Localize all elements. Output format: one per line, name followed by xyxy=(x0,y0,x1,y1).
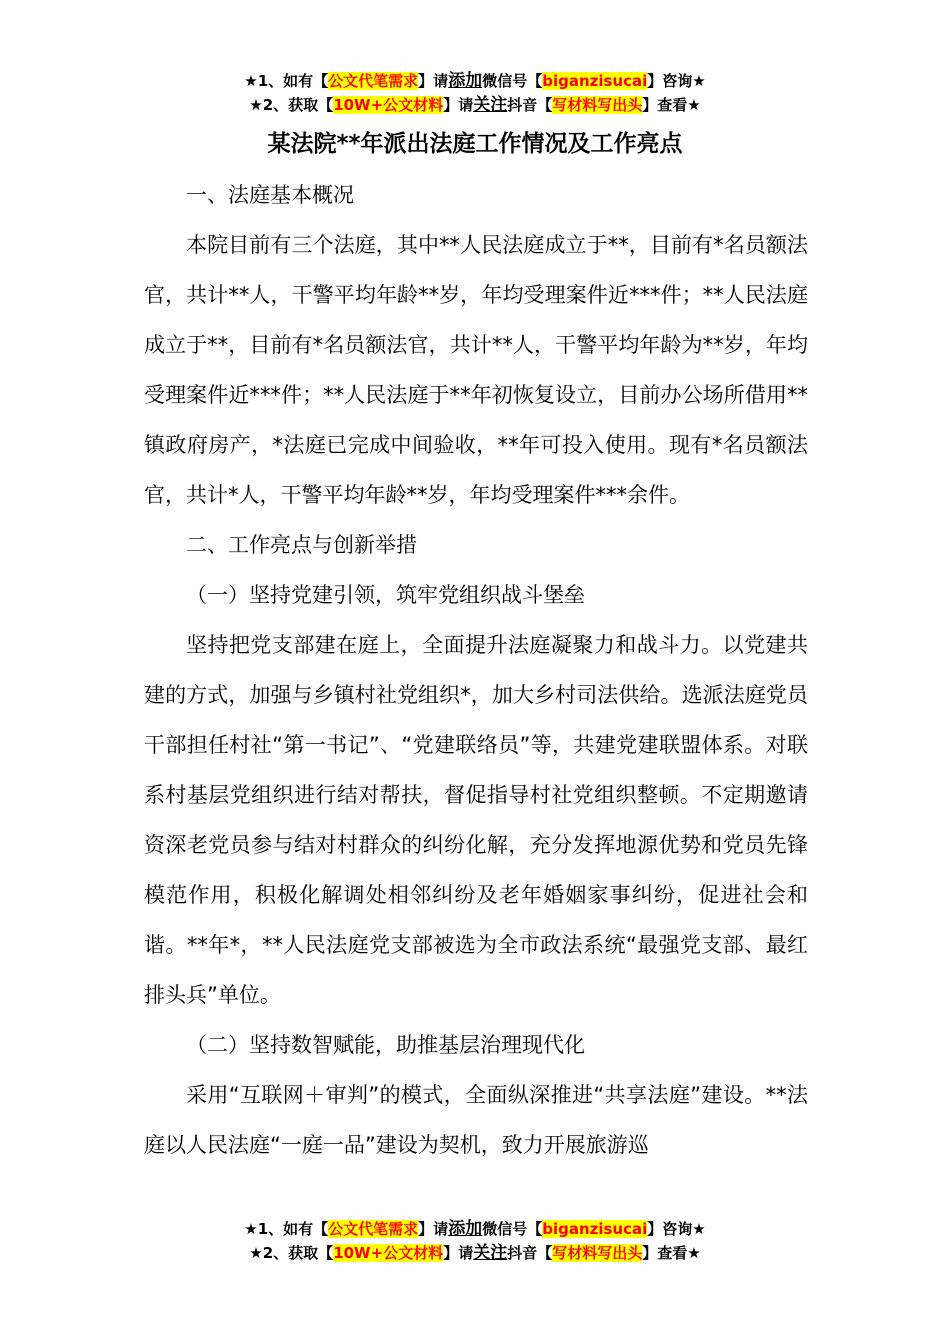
ad-text: 微信号【 xyxy=(482,1220,543,1238)
ad-text: ★2、获取【 xyxy=(249,96,334,114)
ad-text: 抖音【 xyxy=(507,1244,553,1262)
ad-text: 微信号【 xyxy=(482,72,543,90)
ad-highlight: 10W+公文材料 xyxy=(333,1244,444,1262)
ad-text: 抖音【 xyxy=(507,96,553,114)
body-paragraph: 本院目前有三个法庭，其中**人民法庭成立于**，目前有*名员额法官，共计**人，干警平均年龄**岁，年均受理案件近***件；**人民法庭成立于**，目前有*名员额法官，共计**人，干警平均年龄为**岁，年均受理案件近***件；**人民法庭于**年初恢复设立，目前办公场所借用**镇政府房产，*法庭已完成中间验收，**年可投入使用。现有*名员额法官，共计*人，干警平均年龄**岁，年均受理案件***余件。 xyxy=(144,233,808,507)
ad-text: 】查看★ xyxy=(642,1244,701,1262)
ad-highlight: 写材料写出头 xyxy=(552,1244,643,1262)
ad-text: 】咨询★ xyxy=(647,72,706,90)
ad-text: ★1、如有【 xyxy=(244,1220,329,1238)
ad-highlight: 写材料写出头 xyxy=(552,96,643,114)
document-title: 某法院**年派出法庭工作情况及工作亮点 xyxy=(267,131,683,157)
ad-text: 】请 xyxy=(418,1220,449,1238)
header-ad-line-2 xyxy=(0,94,950,116)
ad-highlight: biganzisucai xyxy=(542,1220,648,1238)
ad-text: 】请 xyxy=(443,1244,474,1262)
ad-highlight: 公文代笔需求 xyxy=(328,1220,419,1238)
subsection-heading: （一）坚持党建引领，筑牢党组织战斗堡垒 xyxy=(186,583,585,607)
ad-underlined-text: 添加 xyxy=(448,1219,483,1239)
ad-underlined-text: 关注 xyxy=(473,1243,508,1263)
ad-text: ★1、如有【 xyxy=(244,72,329,90)
footer-ad-line-1 xyxy=(0,1218,950,1240)
section-heading: 一、法庭基本概况 xyxy=(186,183,354,207)
ad-underlined-text: 添加 xyxy=(448,71,483,91)
ad-text: ★2、获取【 xyxy=(249,1244,334,1262)
body-paragraph: 采用“互联网＋审判”的模式，全面纵深推进“共享法庭”建设。**法庭以人民法庭“一庭一品”建设为契机，致力开展旅游巡 xyxy=(144,1083,808,1157)
ad-highlight: biganzisucai xyxy=(542,72,648,90)
subsection-heading: （二）坚持数智赋能，助推基层治理现代化 xyxy=(186,1033,585,1057)
body-paragraph: 坚持把党支部建在庭上，全面提升法庭凝聚力和战斗力。以党建共建的方式，加强与乡镇村社党组织*，加大乡村司法供给。选派法庭党员干部担任村社“第一书记”、“党建联络员”等，共建党建联盟体系。对联系村基层党组织进行结对帮扶，督促指导村社党组织整顿。不定期邀请资深老党员参与结对村群众的纠纷化解，充分发挥地源优势和党员先锋模范作用，积极化解调处相邻纠纷及老年婚姻家事纠纷，促进社会和谐。**年*，**人民法庭党支部被选为全市政法系统“最强党支部、最红排头兵”单位。 xyxy=(144,633,808,1007)
ad-text: 】咨询★ xyxy=(647,1220,706,1238)
ad-text: 】请 xyxy=(443,96,474,114)
section-heading: 二、工作亮点与创新举措 xyxy=(186,533,417,557)
ad-text: 】查看★ xyxy=(642,96,701,114)
ad-highlight: 10W+公文材料 xyxy=(333,96,444,114)
ad-text: 】请 xyxy=(418,72,449,90)
document-body xyxy=(144,170,808,1170)
footer-ad-line-2 xyxy=(0,1242,950,1264)
header-ad-line-1 xyxy=(0,70,950,92)
ad-highlight: 公文代笔需求 xyxy=(328,72,419,90)
ad-underlined-text: 关注 xyxy=(473,95,508,115)
